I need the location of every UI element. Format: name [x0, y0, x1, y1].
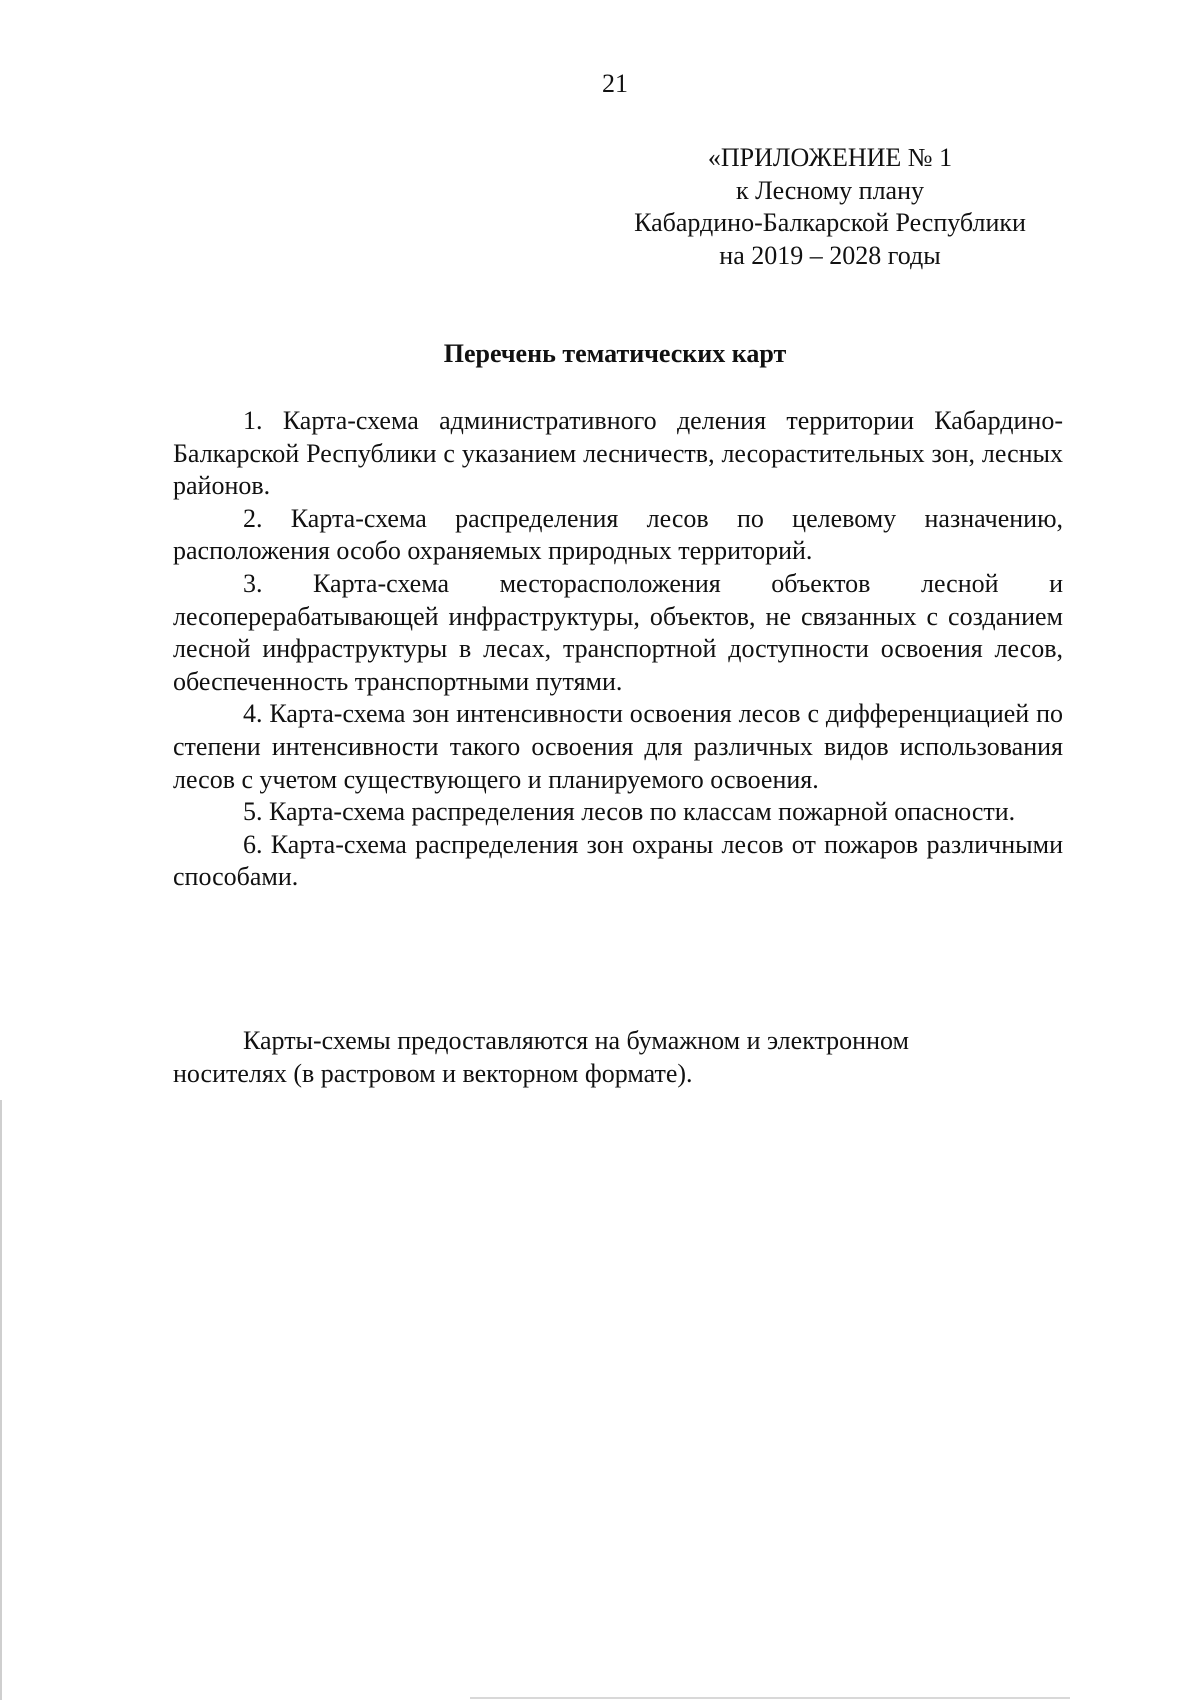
note-line: носителях (в растровом и векторном формате).: [173, 1059, 693, 1088]
list-item: 2. Карта-схема распределения лесов по целевому назначению, расположения особо охраняемых природных территорий.: [173, 503, 1063, 566]
list-item: 4. Карта-схема зон интенсивности освоения лесов с дифференциацией по степени интенсивности такого освоения для различных видов использования лесов с учетом существующего и планируемого освоения.: [173, 699, 1063, 794]
list-item: 6. Карта-схема распределения зон охраны лесов от пожаров различными способами.: [173, 829, 1063, 892]
format-note: [173, 1024, 1063, 1090]
scan-edge-left: [0, 1100, 2, 1700]
appendix-republic: Кабардино-Балкарской Республики: [634, 208, 1026, 237]
document-title: Перечень тематических карт: [443, 339, 787, 368]
page-number: 21: [602, 69, 628, 98]
list-item: 1. Карта-схема административного деления территории Кабардино-Балкарской Республики с указанием лесничеств, лесорастительных зон, лесных районов.: [173, 406, 1063, 501]
list-item: 3. Карта-схема месторасположения объектов лесной и лесоперерабатывающей инфраструктуры, объектов, не связанных с созданием лесной инфраструктуры в лесах, транспортной доступности освоения лесов, обеспеченность транспортными путями.: [173, 568, 1063, 696]
appendix-period: на 2019 – 2028 годы: [719, 240, 941, 270]
appendix-reference: к Лесному плану: [735, 175, 925, 205]
list-item: 5. Карта-схема распределения лесов по классам пожарной опасности.: [243, 797, 1016, 827]
appendix-header: [560, 142, 1100, 272]
appendix-title: «ПРИЛОЖЕНИЕ № 1: [707, 143, 953, 172]
scan-edge-bottom: [470, 1697, 1070, 1699]
maps-list: [173, 405, 1063, 894]
note-line: Карты-схемы предоставляются на бумажном и электронном: [243, 1026, 909, 1055]
